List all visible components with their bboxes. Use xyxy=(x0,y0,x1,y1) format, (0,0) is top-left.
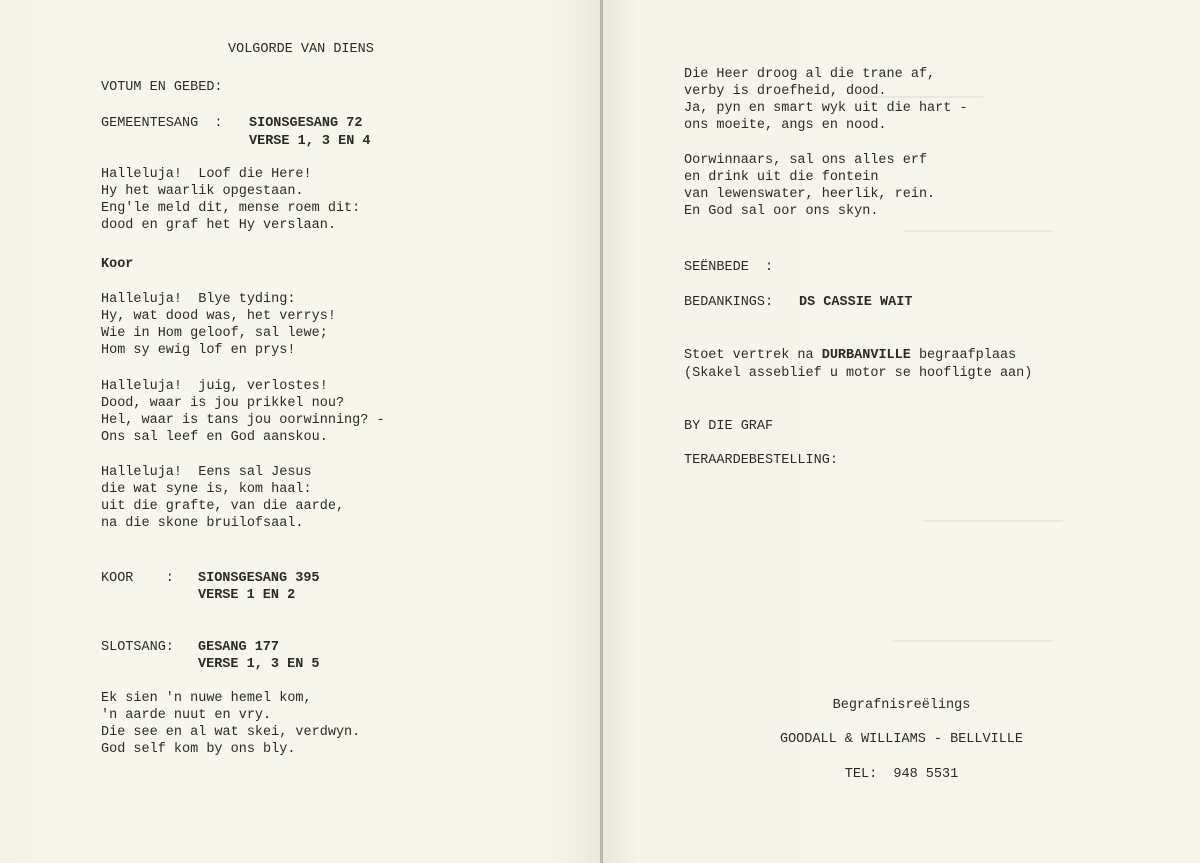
by-die-graf-heading: BY DIE GRAF xyxy=(684,419,774,434)
stanza-line: Die see en al wat skei, verdwyn. xyxy=(101,725,361,740)
hymn-stanza-1 xyxy=(101,166,360,234)
teraarde-heading: TERAARDEBESTELLING: xyxy=(684,453,838,468)
show-through-mark xyxy=(893,640,1053,642)
stanza-line: Halleluja! juig, verlostes! xyxy=(101,379,328,394)
stanza-line: van lewenswater, heerlik, rein. xyxy=(684,187,936,202)
seenbede-heading: SEËNBEDE : xyxy=(684,260,774,275)
stanza-line: dood en graf het Hy verslaan. xyxy=(101,218,336,233)
koor-song: SIONSGESANG 395 xyxy=(198,571,320,586)
stanza-line: Oorwinnaars, sal ons alles erf xyxy=(684,153,928,168)
slotsang-verses: VERSE 1, 3 EN 5 xyxy=(198,657,320,672)
gemeentesang-song: SIONSGESANG 72 xyxy=(249,116,363,131)
bedankings-label: BEDANKINGS: xyxy=(684,295,774,310)
stanza-line: Ek sien 'n nuwe hemel kom, xyxy=(101,691,312,706)
stanza-line: uit die grafte, van die aarde, xyxy=(101,499,345,514)
koor-verses: VERSE 1 EN 2 xyxy=(198,588,296,603)
funeral-arrangements-label: Begrafnisreëlings xyxy=(832,698,971,713)
cemetery-name: DURBANVILLE xyxy=(821,348,911,363)
stanza-line: en drink uit die fontein xyxy=(684,170,879,185)
gemeentesang-verses: VERSE 1, 3 EN 4 xyxy=(249,134,371,149)
show-through-mark xyxy=(923,520,1063,522)
procession-suffix: begraafplaas xyxy=(910,348,1017,363)
headlights-note: (Skakel asseblief u motor se hoofligte aan) xyxy=(684,366,1033,381)
koor-heading: Koor xyxy=(101,257,134,272)
stanza-line: Hom sy ewig lof en prys! xyxy=(101,343,296,358)
stanza-line: na die skone bruilofsaal. xyxy=(101,516,304,531)
bedankings-name: DS CASSIE WAIT xyxy=(799,295,913,310)
slotsang-song: GESANG 177 xyxy=(198,640,280,655)
stanza-line: Halleluja! Eens sal Jesus xyxy=(101,465,312,480)
stanza-line: die wat syne is, kom haal: xyxy=(101,482,312,497)
stanza-line: Halleluja! Blye tyding: xyxy=(101,292,296,307)
koor-label: KOOR : xyxy=(101,571,174,586)
right-page xyxy=(603,0,1200,863)
show-through-mark xyxy=(903,230,1053,232)
hymn-stanza-4 xyxy=(101,464,344,532)
stanza-line: Hel, waar is tans jou oorwinning? - xyxy=(101,413,385,428)
undertaker-phone: TEL: 948 5531 xyxy=(844,767,959,782)
stanza-line: Wie in Hom geloof, sal lewe; xyxy=(101,326,328,341)
stanza-line: ons moeite, angs en nood. xyxy=(684,118,887,133)
procession-line xyxy=(684,347,1016,364)
stanza-line: En God sal oor ons skyn. xyxy=(684,204,879,219)
stanza-line: Hy het waarlik opgestaan. xyxy=(101,184,304,199)
votum-heading: VOTUM EN GEBED: xyxy=(101,80,223,95)
stanza-line: 'n aarde nuut en vry. xyxy=(101,708,272,723)
hymn-stanza-7 xyxy=(684,152,935,220)
stanza-line: Ons sal leef en God aanskou. xyxy=(101,430,328,445)
stanza-line: verby is droefheid, dood. xyxy=(684,84,887,99)
order-of-service-title: VOLGORDE VAN DIENS xyxy=(228,42,374,57)
undertaker-name: GOODALL & WILLIAMS - BELLVILLE xyxy=(779,732,1024,747)
hymn-stanza-5 xyxy=(101,690,360,758)
stanza-line: Halleluja! Loof die Here! xyxy=(101,167,312,182)
stanza-line: Eng'le meld dit, mense roem dit: xyxy=(101,201,361,216)
stanza-line: Dood, waar is jou prikkel nou? xyxy=(101,396,345,411)
gemeentesang-label: GEMEENTESANG : xyxy=(101,116,223,131)
stanza-line: Hy, wat dood was, het verrys! xyxy=(101,309,336,324)
stanza-line: Die Heer droog al die trane af, xyxy=(684,67,936,82)
slotsang-label: SLOTSANG: xyxy=(101,640,174,655)
procession-prefix: Stoet vertrek na xyxy=(684,348,822,363)
hymn-stanza-3 xyxy=(101,378,385,446)
stanza-line: God self kom by ons bly. xyxy=(101,742,296,757)
stanza-line: Ja, pyn en smart wyk uit die hart - xyxy=(684,101,968,116)
hymn-stanza-2 xyxy=(101,291,336,359)
hymn-stanza-6 xyxy=(684,66,968,134)
